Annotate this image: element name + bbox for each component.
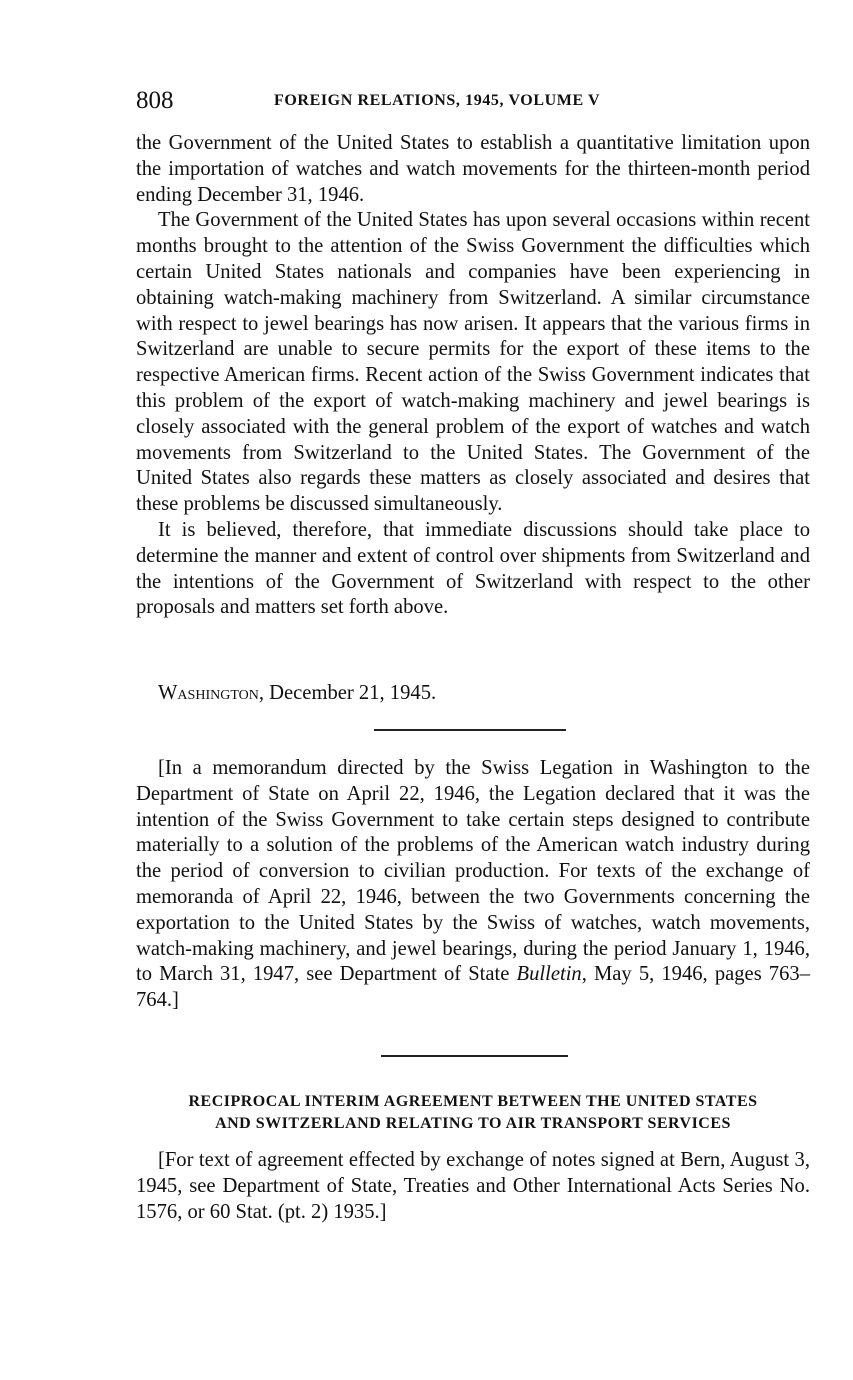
body-text [136, 131, 810, 621]
agreement-note: [For text of agreement effected by exchange of notes signed at Bern, August 3, 1945, see Department of State, Treaties and Other International Acts Series No. 1576, or 60 Stat. (pt. 2) 1935.] [136, 1149, 810, 1223]
paragraph-continuation: the Government of the United States to establish a quantitative limitation upon the importation of watches and watch movements for the thirteen-month period ending December 31, 1946. [136, 132, 810, 206]
section-divider [374, 729, 566, 731]
editorial-note: [In a memorandum directed by the Swiss Legation in Washington to the Department of State on April 22, 1946, the Legation declared that it was the intention of the Swiss Government to take certain steps designed to contribute materially to a solution of the problems of the American watch industry during the period of conversion to civilian production. For texts of the exchange of memoranda of April 22, 1946, between the two Governments concerning the exportation to the United States by the Swiss of watches, watch movements, watch-making machinery, and jewel bearings, during the period January 1, 1946, to March 31, 1947, see Department of State Bulletin, May 5, 1946, pages 763–764.] [136, 757, 810, 1012]
page-header [136, 84, 810, 118]
section-divider [381, 1055, 568, 1057]
signature-line [158, 681, 436, 707]
paragraph: The Government of the United States has upon several occasions within recent months brought to the attention of the Swiss Government the difficulties which certain United States nationals and companies have been experiencing in obtaining watch-making machinery from Switzerland. A similar circumstance with respect to jewel bearings has now arisen. It appears that the various firms in Switzerland are unable to secure permits for the export of these items to the respective American firms. Recent action of the Swiss Government indicates that this problem of the export of watch-making machinery and jewel bearings is closely associated with the general problem of the export of watches and watch movements from Switzerland to the United States. The Government of the United States also regards these matters as closely associated and desires that these problems be discussed simultaneously. [136, 209, 810, 516]
signature-place: Washington [158, 682, 259, 704]
page-number: 808 [136, 87, 174, 114]
section-heading: RECIPROCAL INTERIM AGREEMENT BETWEEN THE UNITED STATES AND SWITZERLAND RELATING TO AIR TRANSPORT SERVICES [188, 1093, 758, 1132]
publication-title: Bulletin [516, 963, 582, 986]
signature-date: , December 21, 1945. [258, 682, 437, 704]
running-title: FOREIGN RELATIONS, 1945, VOLUME V [274, 92, 601, 109]
paragraph: It is believed, therefore, that immediate discussions should take place to determine the manner and extent of control over shipments from Switzerland and the intentions of the Government of Switzerland with respect to the other proposals and matters set forth above. [136, 518, 810, 619]
